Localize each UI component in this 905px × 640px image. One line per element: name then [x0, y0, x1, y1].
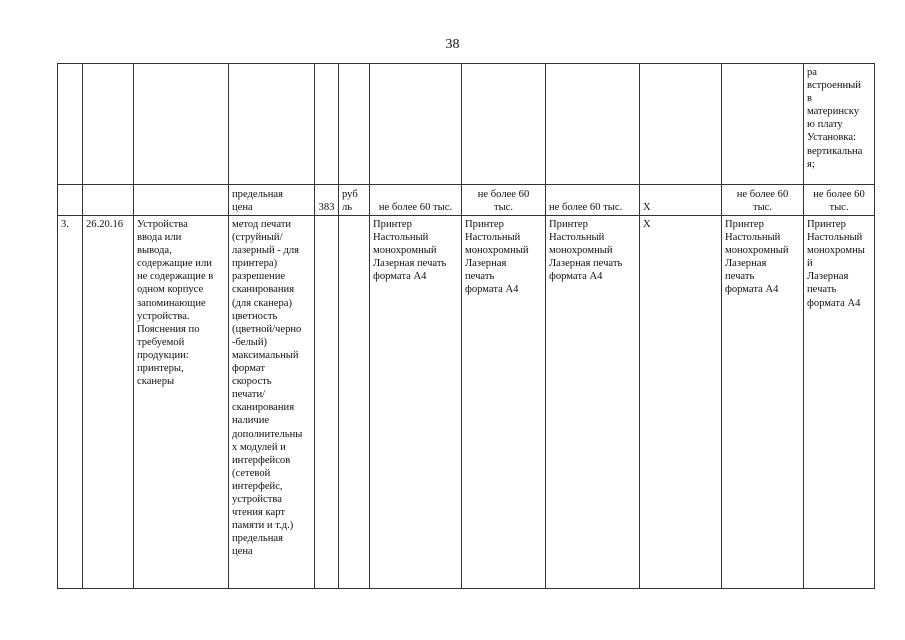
cell-text-line: Настольный [807, 232, 863, 244]
cell-text-line: Принтер [549, 219, 588, 230]
cell-unit-code [315, 185, 339, 216]
cell-text-line: тыс. [829, 201, 849, 213]
cell-text-line: запоминающие [137, 297, 206, 309]
cell-text-line: требуемой [137, 336, 185, 348]
cell-value-4 [640, 185, 722, 216]
cell-text-line: Х [643, 201, 651, 213]
cell-text-line: чтения карт [232, 507, 285, 519]
cell-text-line: максимальный [232, 349, 299, 361]
cell-value-3 [546, 185, 640, 216]
cell-text-line: встроенный [807, 80, 861, 92]
cell-text-line: сканеры [137, 376, 175, 388]
cell-text-line: ю плату [807, 119, 843, 131]
cell-text-line: не более 60 [477, 188, 530, 200]
cell-text-line: цена [232, 546, 253, 558]
cell-text-line: Настольный [465, 232, 521, 244]
cell-text-line: Лазерная печать [549, 258, 623, 270]
cell-text-line: тыс. [493, 201, 514, 213]
cell-text-line: устройства. [137, 310, 190, 322]
page-number: 38 [445, 37, 460, 52]
cell-value-2 [462, 216, 546, 589]
cell-text-line: дополнительны [232, 428, 303, 440]
cell-value-4 [640, 64, 722, 185]
cell-unit-code [315, 64, 339, 185]
cell-text-line: лазерный - для [232, 245, 300, 257]
cell-text-line: 3. [61, 219, 69, 230]
cell-row-number [58, 185, 83, 216]
cell-text-line: не более 60 тыс. [378, 201, 453, 213]
cell-text-line: формата А4 [465, 284, 519, 296]
cell-unit-name [339, 216, 370, 589]
cell-text-line: монохромный [549, 245, 613, 257]
cell-text-line: 383 [318, 201, 335, 213]
cell-unit-code [315, 216, 339, 589]
cell-text-line: сканирования [232, 284, 295, 296]
table-row [58, 185, 875, 216]
cell-text-line: метод печати [232, 219, 292, 230]
cell-value-5 [722, 64, 804, 185]
cell-text-line: ра [807, 67, 817, 78]
cell-text-line: Принтер [807, 219, 846, 230]
cell-text-line: принтера) [232, 258, 278, 270]
cell-text-line: вывода, [137, 245, 172, 257]
cell-product-name [134, 185, 229, 216]
cell-value-4 [640, 216, 722, 589]
cell-text-line: формата А4 [807, 297, 861, 309]
cell-okpd-code [83, 64, 134, 185]
cell-value-1 [370, 64, 462, 185]
cell-text-line: цена [232, 201, 253, 213]
cell-value-2 [462, 185, 546, 216]
cell-text-line: Принтер [465, 219, 504, 230]
cell-text-line: руб [342, 188, 358, 200]
cell-text-line: (сетевой [232, 467, 271, 479]
cell-text-line: печать [465, 271, 495, 283]
cell-text-line: формата А4 [373, 271, 427, 283]
cell-text-line: Лазерная [465, 258, 507, 270]
cell-characteristic [229, 64, 315, 185]
cell-value-6 [804, 185, 875, 216]
cell-text-line: Пояснения по [137, 323, 200, 335]
cell-text-line: цветность [232, 310, 278, 322]
cell-text-line: не более 60 [736, 188, 789, 200]
cell-text-line: интерфейс, [232, 480, 283, 492]
cell-text-line: сканирования [232, 402, 295, 414]
cell-text-line: Настольный [373, 232, 429, 244]
cell-text-line: ввода или [137, 232, 182, 244]
cell-value-6 [804, 64, 875, 185]
cell-text-line: й [807, 258, 813, 270]
specification-table [57, 63, 875, 589]
cell-text-line: продукции: [137, 349, 189, 361]
cell-text-line: материнску [807, 106, 860, 118]
cell-text-line: монохромный [373, 245, 437, 257]
cell-value-1 [370, 216, 462, 589]
cell-text-line: содержащие или [137, 258, 212, 270]
cell-value-5 [722, 185, 804, 216]
cell-value-2 [462, 64, 546, 185]
cell-value-6 [804, 216, 875, 589]
cell-okpd-code [83, 216, 134, 589]
cell-text-line: формат [232, 363, 265, 375]
cell-text-line: Лазерная [725, 258, 767, 270]
cell-product-name [134, 64, 229, 185]
cell-text-line: печать [807, 284, 837, 296]
cell-unit-name [339, 185, 370, 216]
cell-unit-name [339, 64, 370, 185]
cell-text-line: х модулей и [232, 441, 286, 453]
cell-characteristic [229, 216, 315, 589]
cell-text-line: формата А4 [725, 284, 779, 296]
cell-text-line: памяти и т.д.) [232, 520, 294, 532]
cell-text-line: не более 60 [813, 188, 865, 200]
cell-text-line: предельная [232, 533, 283, 545]
cell-value-1 [370, 185, 462, 216]
cell-text-line: Лазерная печать [373, 258, 447, 270]
cell-text-line: Настольный [549, 232, 605, 244]
cell-text-line: не содержащие в [137, 271, 214, 283]
cell-text-line: (для сканера) [232, 297, 293, 309]
cell-text-line: предельная [232, 188, 283, 200]
cell-text-line: монохромны [807, 245, 865, 257]
cell-row-number [58, 64, 83, 185]
cell-text-line: Настольный [725, 232, 781, 244]
cell-row-number [58, 216, 83, 589]
cell-text-line: интерфейсов [232, 454, 291, 466]
cell-product-name [134, 216, 229, 589]
cell-text-line: устройства [232, 493, 282, 505]
cell-text-line: печать [725, 271, 755, 283]
cell-text-line: разрешение [232, 271, 286, 283]
cell-text-line: монохромный [465, 245, 529, 257]
cell-text-line: в [807, 93, 813, 105]
cell-text-line: наличие [232, 415, 270, 427]
cell-text-line: Устройства [137, 219, 188, 230]
cell-text-line: 26.20.16 [86, 219, 124, 230]
cell-text-line: Х [643, 219, 651, 230]
cell-text-line: Установка: [807, 132, 856, 144]
cell-characteristic [229, 185, 315, 216]
cell-text-line: Лазерная [807, 271, 849, 283]
cell-value-3 [546, 216, 640, 589]
table-row [58, 216, 875, 589]
cell-text-line: печати/ [232, 389, 266, 401]
cell-text-line: формата А4 [549, 271, 603, 283]
cell-text-line: -белый) [232, 336, 268, 348]
cell-text-line: вертикальна [807, 145, 863, 157]
cell-text-line: Принтер [725, 219, 764, 230]
cell-text-line: скорость [232, 376, 272, 388]
cell-text-line: монохромный [725, 245, 789, 257]
cell-text-line: ль [342, 201, 353, 213]
cell-text-line: Принтер [373, 219, 412, 230]
table-row [58, 64, 875, 185]
cell-text-line: (струйный/ [232, 232, 283, 244]
cell-value-3 [546, 64, 640, 185]
cell-text-line: не более 60 тыс. [549, 201, 623, 213]
cell-text-line: принтеры, [137, 363, 184, 375]
cell-okpd-code [83, 185, 134, 216]
cell-text-line: тыс. [752, 201, 773, 213]
cell-text-line: я; [807, 158, 815, 170]
cell-value-5 [722, 216, 804, 589]
cell-text-line: одном корпусе [137, 284, 204, 296]
cell-text-line: (цветной/черно [232, 323, 302, 335]
